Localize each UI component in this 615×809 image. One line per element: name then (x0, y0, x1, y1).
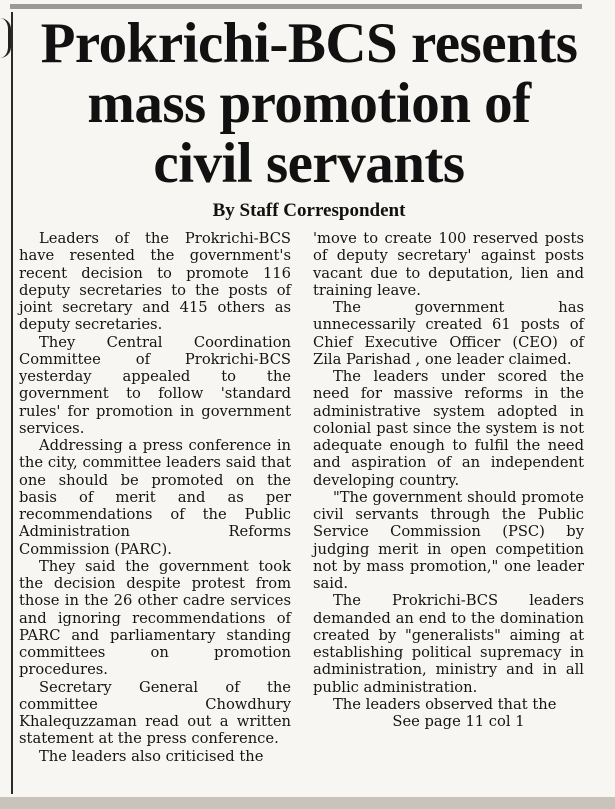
headline (14, 14, 604, 194)
paragraph: The government has unnecessarily created 61 posts of Chief Executive Officer (CEO) of Zila Parishad , one leader claimed. (313, 299, 584, 368)
paragraph: Addressing a press conference in the city, committee leaders said that one should be promoted on the basis of merit and as per recommendations of the Public Administration Reforms Commission (PARC). (19, 437, 291, 558)
paragraph: The leaders observed that the (333, 695, 557, 713)
left-column-rule (11, 12, 13, 794)
paragraph: Leaders of the Prokrichi-BCS have resented the government's recent decision to promote 116 deputy secretaries to the posts of joint secretary and 415 others as deputy secretaries. (19, 230, 291, 334)
clipping-edge-mark (0, 18, 11, 58)
jump-line: See page 11 col 1 (392, 713, 525, 730)
top-rule (10, 4, 582, 9)
left-column (19, 230, 291, 765)
byline: By Staff Correspondent (212, 200, 406, 221)
paragraph: The Prokrichi-BCS leaders demanded an end to the domination created by "generalists" aiming at establishing political supremacy in administration, ministry and in all public administration. (313, 592, 584, 696)
continued-paragraph: 'move to create 100 reserved posts of deputy secretary' against posts vacant due to deputation, lien and training leave. (313, 230, 584, 299)
paragraph: The leaders under scored the need for massive reforms in the administrative system adopted in colonial past since the system is not adequate enough to fulfil the need and aspiration of an independent developing country. (313, 368, 584, 489)
paragraph: They said the government took the decision despite protest from those in the 26 other cadre services and ignoring recommendations of PARC and parliamentary standing committees on promotion procedures. (19, 557, 291, 679)
paragraph: They Central Coordination Committee of Prokrichi-BCS yesterday appealed to the government to follow 'standard rules' for promotion in government services. (19, 333, 291, 437)
bottom-edge-strip (0, 797, 615, 809)
headline-line-2: mass promotion of (87, 72, 531, 135)
paragraph: The leaders also criticised the (39, 747, 264, 765)
headline-line-3: civil servants (153, 132, 465, 195)
paragraph: "The government should promote civil servants through the Public Service Commission (PSC) by judging merit in open competition not by mass promotion," one leader said. (313, 488, 584, 592)
paragraph: Secretary General of the committee Chowdhury Khalequzzaman read out a written statement at the press conference. (19, 678, 291, 748)
headline-line-1: Prokrichi-BCS resents (40, 12, 578, 75)
right-column (313, 230, 584, 730)
